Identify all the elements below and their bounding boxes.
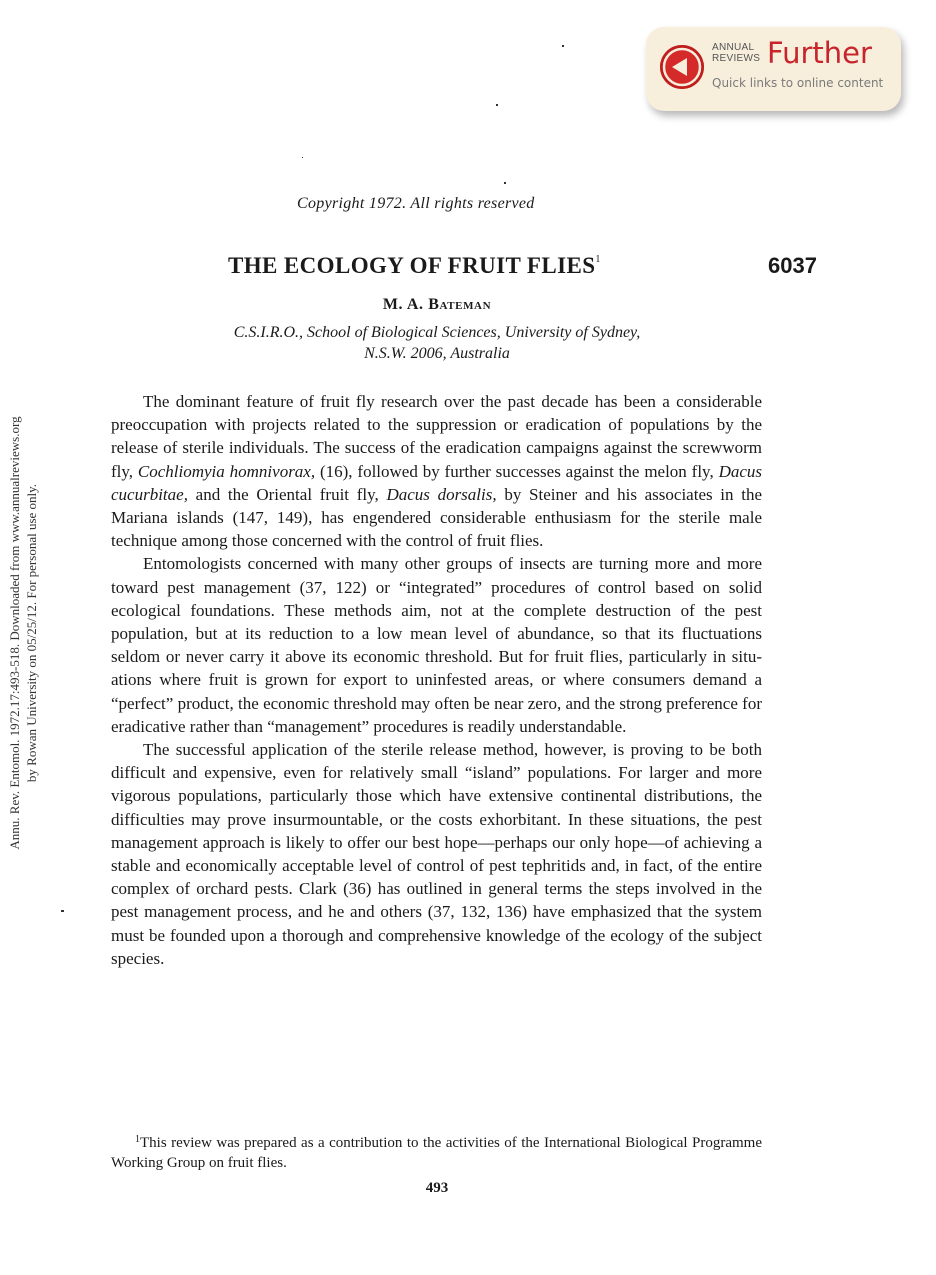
paragraph-1-text-d: by Steiner and his associates in the Mariana islands (147, 149), has engendered considerable enthusiasm for the sterile male technique among those concerned with the control of fruit flies. <box>111 484 762 551</box>
paragraph-1 <box>111 390 762 552</box>
badge-annual-label: ANNUAL <box>712 42 755 53</box>
scan-speck <box>496 104 498 106</box>
badge-tagline: Quick links to online content <box>712 76 884 90</box>
paragraph-1-text-b: (16), followed by further successes against the melon fly, <box>315 461 719 481</box>
scan-speck <box>504 182 506 184</box>
badge-reviews-label: REVIEWS <box>712 53 761 64</box>
page-number: 493 <box>425 1180 449 1196</box>
paragraph-2: Entomologists concerned with many other groups of insects are turning more and more toward pest management (37, 122) or “integrated” procedures of control based on solid ecological foundations. These methods aim, not at the complete destruction of the pest population, but at its reduction to a low mean level of abundance, so that its fluctuations seldom or never carry it above its economic threshold. But for fruit flies, particularly in situations where fruit is grown for export to uninfested areas, or where consumers demand a “perfect” product, the economic threshold may often be near zero, and the strong preference for eradicative rather than “management” procedures is readily understandable. <box>111 554 762 736</box>
annual-reviews-further-badge[interactable] <box>646 27 901 111</box>
paragraph-3: The successful application of the sterile release method, however, is proving to be both difficult and expensive, even for relatively small “island” populations. For larger and more vigorous populations, particularly those which have extensive continental distributions, the difficulties may prove insurmountable, or the costs exhorbitant. In these situations, the pest management approach is likely to offer our best hope—perhaps our only hope—of achieving a stable and economically acceptable level of control of pest tephritids and, in fact, of the entire complex of orchard pests. Clark (36) has outlined in general terms the steps involved in the pest management process, and he and others (37, 132, 136) have emphasized that the system must be founded upon a thorough and comprehensive knowledge of the ecology of the subject species. <box>111 740 762 968</box>
footnote <box>111 1130 762 1173</box>
author-name: M. A. Bateman <box>382 296 492 313</box>
author-affiliation <box>0 322 874 364</box>
article-title <box>228 253 601 279</box>
play-back-icon <box>660 45 704 89</box>
affiliation-line1: C.S.I.R.O., School of Biological Sciences, University of Sydney, <box>233 324 641 341</box>
affiliation-line2: N.S.W. 2006, Australia <box>364 345 510 362</box>
species-name: Dacus cucurbitae, <box>111 461 763 504</box>
download-notice <box>6 353 40 913</box>
paragraph-1-text-a: The dominant feature of fruit fly research over the past decade has been a considerable preoccupation with projects related to the suppression or eradication of populations by the release of sterile individuals. The success of the eradication campaigns against the screwworm fly, <box>111 392 762 481</box>
footnote-text: This review was prepared as a contribution to the activities of the International Biological Programme Working Group on fruit flies. <box>111 1135 762 1171</box>
paragraph-1-text-c: and the Oriental fruit fly, <box>187 484 387 504</box>
scan-speck <box>562 45 564 47</box>
copyright-notice: Copyright 1972. All rights reserved <box>297 195 535 212</box>
article-body <box>111 390 762 970</box>
download-notice-line2: by Rowan University on 05/25/12. For personal use only. <box>24 483 39 783</box>
article-title-text: THE ECOLOGY OF FRUIT FLIES <box>228 253 596 278</box>
scan-speck <box>61 910 64 912</box>
download-notice-line1: Annu. Rev. Entomol. 1972.17:493-518. Downloaded from www.annualreviews.org <box>7 416 22 850</box>
species-name: Cochliomyia homnivorax, <box>137 461 316 481</box>
article-number: 6037 <box>768 253 817 278</box>
scan-speck <box>302 157 303 158</box>
footnote-mark: 1 <box>135 1134 140 1145</box>
badge-further-label: Further <box>767 36 872 70</box>
species-name: Dacus dorsalis, <box>386 484 497 504</box>
title-footnote-mark: 1 <box>595 254 601 265</box>
